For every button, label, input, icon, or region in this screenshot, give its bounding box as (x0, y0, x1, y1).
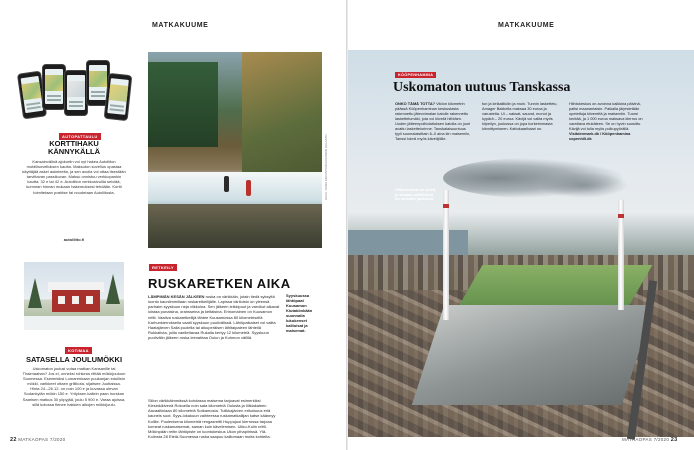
phone-graphic (42, 64, 66, 110)
chimney-graphic (618, 200, 624, 310)
rocks-graphic (148, 204, 322, 248)
right-column-3 (569, 101, 647, 159)
phone-graphic (64, 70, 88, 116)
window-graphic (58, 296, 65, 304)
snow-ground (24, 316, 124, 330)
tree-graphic (28, 278, 42, 308)
hiker-figure (224, 176, 229, 192)
hike-body: ruska on värikkäin, jotain tiedä syksyltä luonto kauniimmillaan ruskaretkeilijälle. Lapissa väriloisto on yleensä parhaim syyskuun neja viikkoina. Sen jälkeen leikkipuut ja varvikot alkavat loistaa punaisina, oransseina ja keltaisina. Erinomainen on Kuusamon reitti. Vaativa ruskaretkeilijä lähtee Kuusamossa 80 kilometrisellä Karhunkierroksella vaatii syyskuun puolivälissä. Lähiöpalkaiset voi valita Haatajärven Salla puolella tai aikuperäisen lähitaipaleen lähtellä Rukkalluta, joilla vaellettavaa Rukalla kertyy 12 kilometriä. Syyskuun puolivälin jälkeen ruska leimahtaa Oulun ja Kuhmon välillä. (148, 294, 280, 341)
cottage-tag: KOTIMAA (65, 347, 92, 354)
right-page-number: 23 (670, 437, 678, 443)
hike-heading: RUSKARETKEN AIKA (148, 276, 291, 291)
left-footer-text: MATKAOPAS 7/2020 (18, 437, 66, 442)
autoplus-text: Kansainvälinä ajokortin voi nyt hakea Autoliiton mobiilisovelluksen kautta. Maksuton sovellus opastaa käyttäjää askel askeleelta, ja sen avulla voi ottaa itsestään tarvittavan passikuvan. Maksu onnistuu verkkopankin kautta. 32 e tai 42 e. Autoliiton verkkosivuilla selviää, kumman hinnan mukaan hakemuksesi tehdään. Kortti toimitetaan postitse tai noudetaan Autoliitosta. (22, 159, 126, 195)
smoke-graphic (538, 172, 628, 198)
left-page-number: 22 (10, 437, 17, 443)
right-footer-text: MATKAOPAS 7/2020 (622, 437, 670, 442)
right-section-title: MATKAKUUME (498, 22, 555, 29)
phones-image (20, 58, 128, 124)
autoplus-link[interactable]: autoliitto.fi (63, 237, 85, 242)
right-column-2: tun ja kelkailiköin ja muin. Tunnin laskettelu, Amager Bakkella maksaa 30 euroa ja varusteita. Ui – saksat, sauvat, monot ja kypärä – 20 euroa. Kävijä voi valita myös kiipeilyn, joukossa on jopa korkeimmasta kiinnittymiseen. Kattokaaribaari on. (482, 101, 558, 131)
window-graphic (86, 296, 93, 304)
hike-tag: RETKEILY (149, 264, 177, 271)
cottage-photo (24, 262, 124, 330)
left-footer (10, 437, 65, 443)
chimney-graphic (443, 190, 449, 320)
autoplus-heading (22, 140, 126, 156)
right-footer (622, 437, 677, 443)
autoplus-heading-line1: KORTTIHAKU (49, 139, 99, 148)
window-graphic (72, 296, 79, 304)
autoplus-tag: AUTOPATTAULU (59, 133, 101, 140)
right-lead: ONKO TÄMÄ TOTTA? (395, 101, 436, 106)
forest-graphic (148, 62, 218, 147)
cottage-heading: SATASELLA JOULUMÖKKI (25, 355, 123, 364)
right-body-3: Hiihtokeskus on avoinna kaikkina päivinä, paitsi maanantaisin. Paikalla järjestetään opetettuja kiivereitä ja maisemiin. Tuomi kentää, ja 1 000 euroa maksava kierros on varattava etukäteen. Se on hyvin suosittu. Kävijä voi tulla myös polkupyörällä. (569, 101, 643, 131)
autoplus-heading-line2: KÄNNYKÄLLÄ (47, 147, 101, 156)
hike-column-2: Siilon värikkäimmässä kohdassa maisema tarjoavat esimerkiksi Kiesinkikivenä Rokuella noin sata kilometriä Oulusta ja Iiliklakaleen Aavaalliniaan 80 kilometriä Sotkamosta. Tulikkajärven erikoisuus eriä kauneis suot. Syys-lokakuun vaihteessa ruskamatkailijan katse käännyy Kolille. Puolenisena kilometriä rengasreitti Huppujuoi kierrossa tarjoaa komeat ruskamaisemat, saman kuin kävelemisen. Ukko-Kolin reitti. Mökinpään reitin lähtöpiste on luontokeskus Ukon pihapiirissä. Ylä-Kolinsta 28 Etelä-Suomessa ruska saapuu kalliomaan muita kohteita. (148, 398, 276, 440)
tree-graphic (106, 274, 120, 304)
left-section-title: MATKAKUUME (152, 22, 209, 29)
cottage-text: Uskomaton joulusi votaa matkan Kansanille tai Thaimaahan? Jos ei, onneksi rohkeus riittää mökkijouluun Suomessa. Esimerkiksi Lomarenkaan puukanjan edullisin mökki, varikkeet ottaen grillikota, sijaitsee Juuttaissa. Hinta 24.–26.12. on noin 100 e ja kuvassa olevan Sodankylän mökin 150 e. Yrityksen kallein paan hurskan Saarisen matkus 30 yöpyjää, joulu 5 900 e. Varaa ajoissa, sillä kotossa fienee hakkien aikojen mökkijoulu. (22, 366, 126, 407)
right-tag: KÖÖPENHAMINA (395, 72, 436, 78)
right-column-1 (395, 101, 473, 159)
right-heading: Uskomaton uutuus Tanskassa (393, 80, 571, 95)
river-photo (148, 52, 322, 248)
phone-graphic (104, 73, 133, 121)
hike-lead: LÄMPIMÄN KESÄN JÄLKEEN (148, 294, 205, 299)
cliff-graphic (242, 52, 322, 172)
photo-credit: KUVA: TAINA KOIVISTO/KUUSAMON KALASTO (324, 134, 328, 200)
right-caption: Hiihtokeskus on selvä, jo kaukaa nähtävissä on herantto joukossa. (395, 188, 436, 202)
power-plant-graphic (412, 305, 654, 405)
hike-caption: Syyskuussa lähtöpaat Kuusamon Kiutakönkään suunnalla lukukenset kallioisat ja maisemat. (286, 293, 313, 333)
right-body-1: Viidon kilometrin päässä Kööpenhaminan keskustasta rakennettu jätevoimalan katolle rakennettu laskettelumäki, jota voi kiivetä hiihtäen. Uuden jätteenpolttolaitoksen katolla on juuri avattu laskettelurinne. Tanskalaisuuntuus tyyli suomalaisittain 6–0 aina kin maisemiin, Tanssi toimii myös kävelijöille. (395, 101, 471, 141)
hiker-figure (246, 180, 251, 196)
right-link[interactable]: Visitdenmark.dk / Kööpenhamina copenhill.dk (569, 131, 631, 141)
